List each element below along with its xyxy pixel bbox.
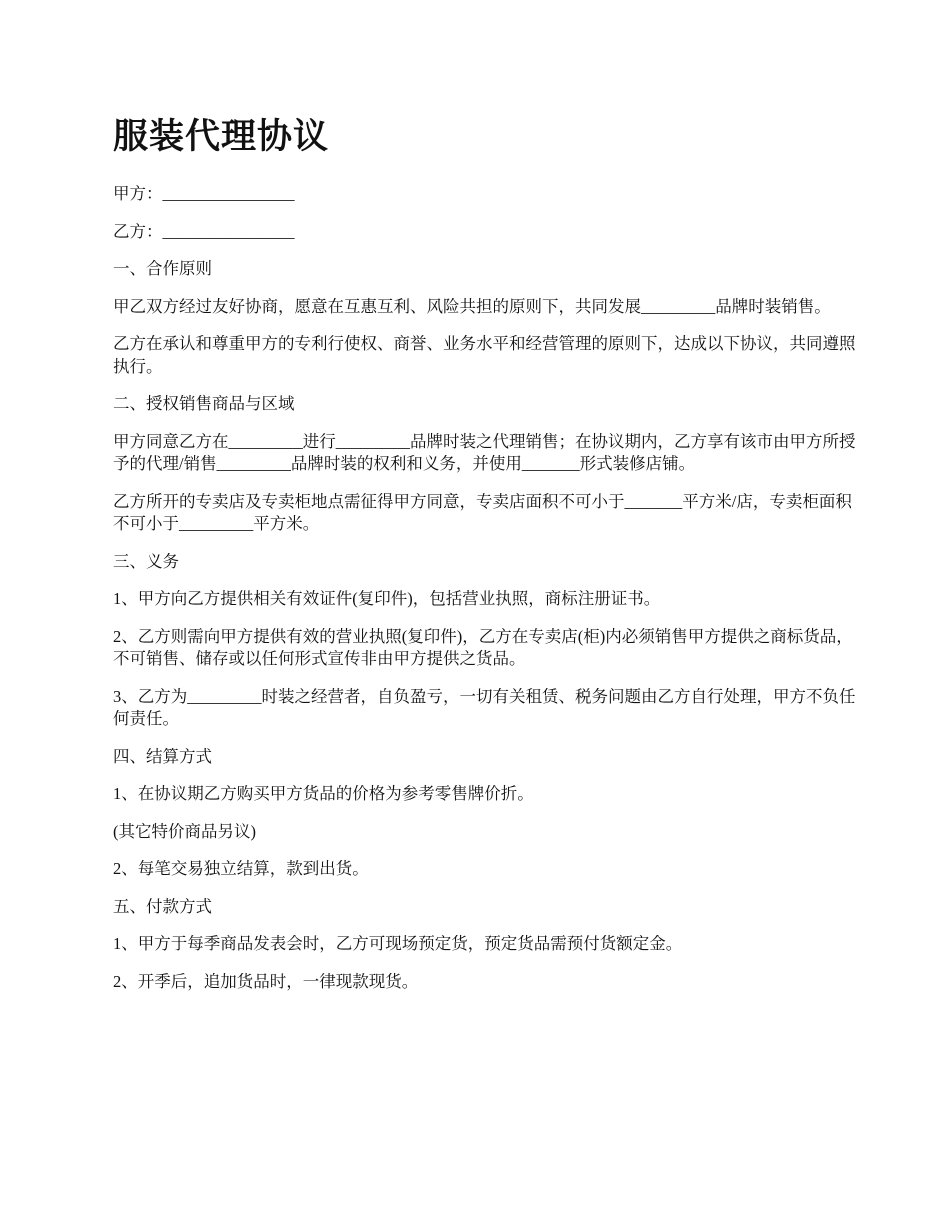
section-2-paragraph-1: 甲方同意乙方在_________进行_________品牌时装之代理销售；在协议期内，乙方享有该市由甲方所授予的代理/销售_________品牌时装的权利和义务，并使用_______形式装修店铺。 <box>113 431 856 473</box>
section-1-heading: 一、合作原则 <box>113 259 212 278</box>
section-3-item-3: 3、乙方为_________时装之经营者，自负盈亏，一切有关租赁、税务问题由乙方自行处理，甲方不负任何责任。 <box>113 686 856 728</box>
section-4-heading: 四、结算方式 <box>113 746 212 766</box>
section-4-item-1: 1、在协议期乙方购买甲方货品的价格为参考零售牌价折。 <box>113 784 534 803</box>
section-2-paragraph-2: 乙方所开的专卖店及专卖柜地点需征得甲方同意，专卖店面积不可小于_______平方米/店，专卖柜面积不可小于_________平方米。 <box>113 491 852 533</box>
document-page <box>113 0 858 1008</box>
section-3-item-1: 1、甲方向乙方提供相关有效证件(复印件)，包括营业执照，商标注册证书。 <box>113 589 661 608</box>
section-2-heading: 二、授权销售商品与区域 <box>113 394 295 413</box>
document-title: 服装代理协议 <box>113 117 330 156</box>
section-3-heading: 三、义务 <box>113 551 179 571</box>
section-4-item-2: 2、每笔交易独立结算，款到出货。 <box>113 859 369 878</box>
section-3-item-2: 2、乙方则需向甲方提供有效的营业执照(复印件)，乙方在专卖店(柜)内必须销售甲方提供之商标货品，不可销售、储存或以任何形式宣传非由甲方提供之货品。 <box>113 626 853 668</box>
section-5-heading: 五、付款方式 <box>113 896 212 916</box>
section-5-item-2: 2、开季后，追加货品时，一律现款现货。 <box>113 971 419 991</box>
section-1-paragraph-1: 甲乙双方经过友好协商，愿意在互惠互利、风险共担的原则下，共同发展_________品牌时装销售。 <box>113 296 831 316</box>
party-b-line: 乙方：________________ <box>113 221 295 241</box>
section-5-item-1: 1、甲方于每季商品发表会时，乙方可现场预定货，预定货品需预付货额定金。 <box>113 934 683 953</box>
section-4-note: (其它特价商品另议) <box>113 821 256 841</box>
section-1-paragraph-2: 乙方在承认和尊重甲方的专利行使权、商誉、业务水平和经营管理的原则下，达成以下协议，共同遵照执行。 <box>113 334 856 376</box>
party-a-line: 甲方：________________ <box>113 184 295 203</box>
